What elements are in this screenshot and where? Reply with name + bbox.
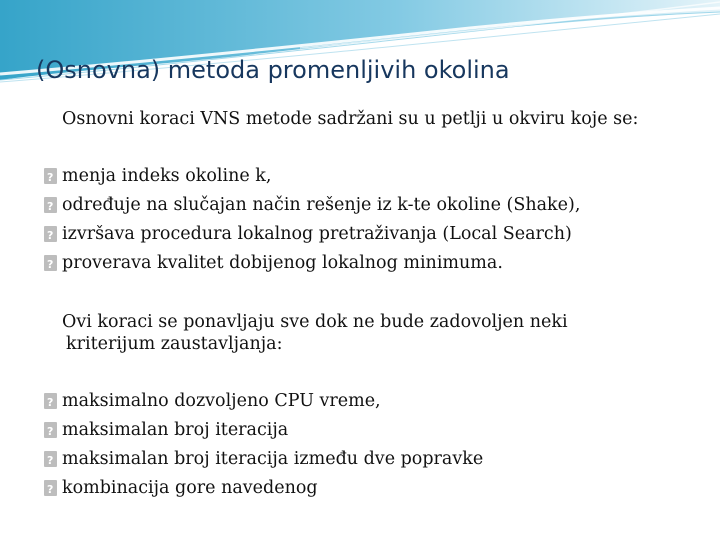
steps-intro: Osnovni koraci VNS metode sadržani su u petlji u okviru koje se:: [62, 109, 639, 129]
list-item: ? proverava kvalitet dobijenog lokalnog minimuma.: [44, 252, 580, 281]
list-item: ? izvršava procedura lokalnog pretraživanja (Local Search): [44, 223, 580, 252]
bullet-icon: [44, 480, 57, 496]
criteria-intro-line2: kriterijum zaustavljanja:: [66, 334, 283, 354]
list-item: ? maksimalno dozvoljeno CPU vreme,: [44, 390, 483, 419]
list-item: ? maksimalan broj iteracija: [44, 419, 483, 448]
bullet-icon: [44, 393, 57, 409]
list-item: ? kombinacija gore navedenog: [44, 477, 483, 506]
list-item: ? maksimalan broj iteracija između dve popravke: [44, 448, 483, 477]
bullet-icon: [44, 255, 57, 271]
bullet-icon: [44, 451, 57, 467]
bullet-icon: [44, 422, 57, 438]
criteria-intro: [62, 311, 568, 355]
bullet-icon: [44, 168, 57, 184]
slide-title: (Osnovna) metoda promenljivih okolina: [36, 56, 510, 84]
list-item: ? menja indeks okoline k,: [44, 165, 580, 194]
header-wave-decoration: [0, 0, 720, 100]
criteria-intro-line1: Ovi koraci se ponavljaju sve dok ne bude zadovoljen neki: [62, 312, 568, 332]
list-item: ? određuje na slučajan način rešenje iz k-te okoline (Shake),: [44, 194, 580, 223]
steps-list: [44, 165, 580, 281]
bullet-icon: [44, 226, 57, 242]
criteria-list: [44, 390, 483, 506]
bullet-icon: [44, 197, 57, 213]
